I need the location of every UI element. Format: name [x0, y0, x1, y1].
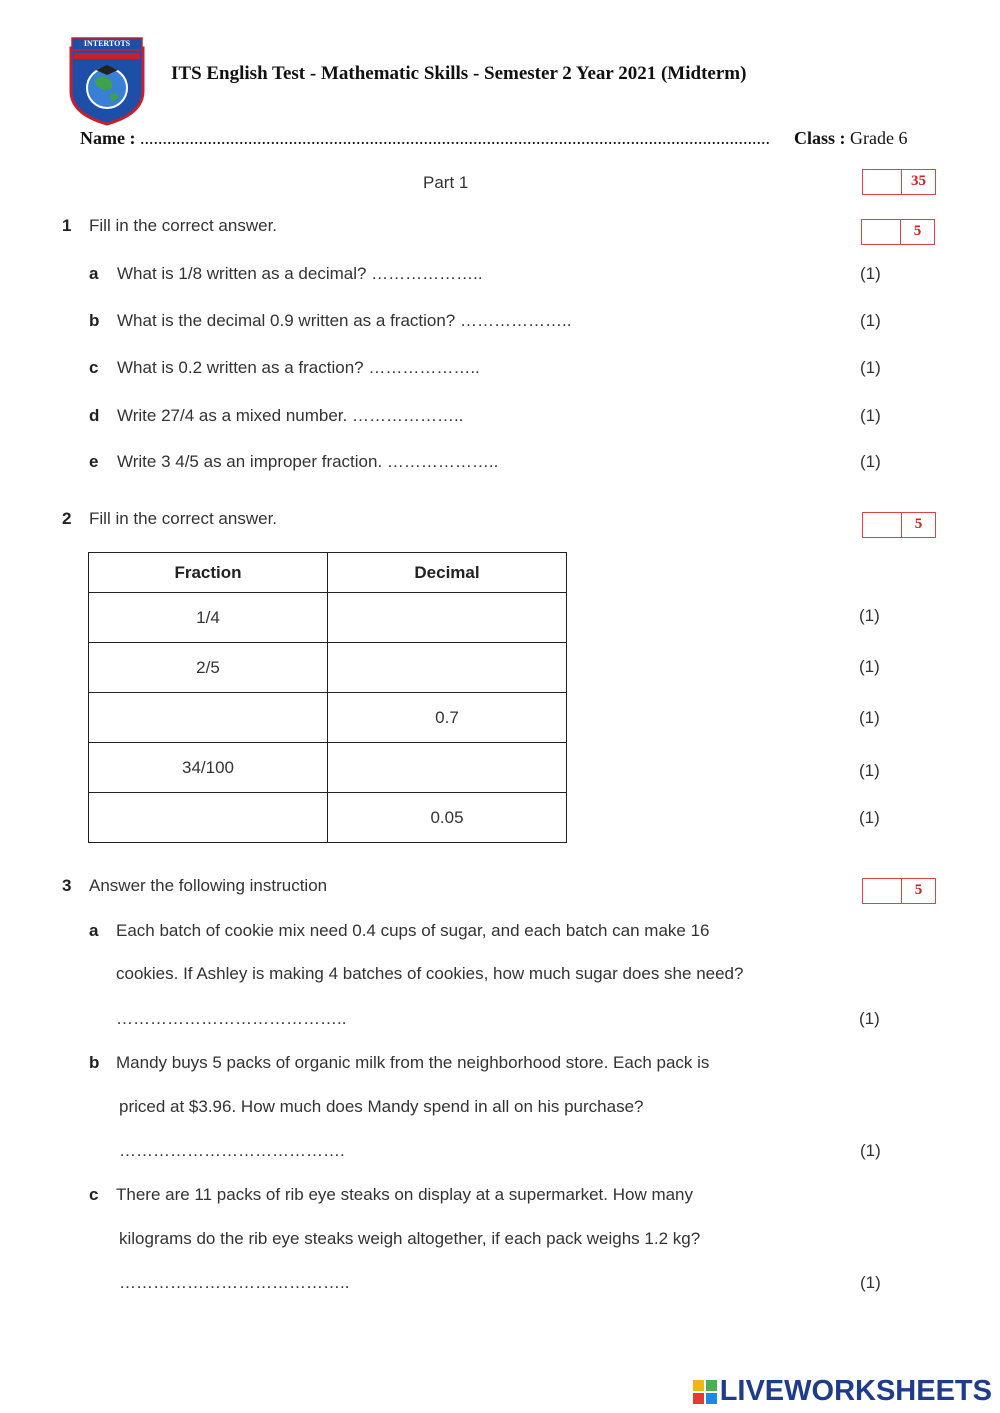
q1-number: 1 [62, 216, 72, 235]
q2-row5-mark: (1) [859, 808, 880, 827]
score-box-q1 [861, 219, 935, 245]
school-logo [68, 36, 146, 126]
name-field[interactable]: ............................................................................................................................................ [139, 128, 770, 148]
q1e-mark: (1) [860, 452, 881, 471]
q3b-letter: b [89, 1053, 100, 1072]
fraction-cell[interactable]: 1/4 [89, 593, 328, 643]
score-max-q2: 5 [914, 516, 923, 532]
score-box-total [862, 169, 936, 195]
liveworksheets-watermark [692, 1375, 992, 1408]
q3b-answer-line[interactable]: …………………………………. [119, 1141, 345, 1160]
q3b-mark: (1) [860, 1141, 881, 1160]
q2-row1-mark: (1) [859, 606, 880, 625]
q1a-letter: a [89, 264, 99, 283]
q3a-answer-line[interactable]: ………………………………….. [116, 1009, 347, 1028]
q1e-text[interactable]: Write 3 4/5 as an improper fraction. ……………….. [117, 452, 499, 471]
page-title: ITS English Test - Mathematic Skills - Semester 2 Year 2021 (Midterm) [171, 63, 747, 84]
q1b-text[interactable]: What is the decimal 0.9 written as a fraction? ……………….. [117, 311, 572, 330]
q3a-letter: a [89, 921, 99, 940]
table-row [89, 793, 567, 843]
q1d-mark: (1) [860, 406, 881, 425]
q3-instruction: Answer the following instruction [89, 876, 328, 895]
name-label: Name : [80, 128, 136, 148]
score-max-q3: 5 [914, 882, 923, 898]
fraction-cell[interactable] [89, 793, 328, 843]
q1b-letter: b [89, 311, 100, 330]
q2-row2-mark: (1) [859, 657, 880, 676]
q3a-line2: cookies. If Ashley is making 4 batches of cookies, how much sugar does she need? [116, 964, 744, 983]
q2-number: 2 [62, 509, 72, 528]
q1d-text[interactable]: Write 27/4 as a mixed number. ……………….. [117, 406, 464, 425]
q1a-text[interactable]: What is 1/8 written as a decimal? ……………….. [117, 264, 483, 283]
q3b-line1: Mandy buys 5 packs of organic milk from the neighborhood store. Each pack is [116, 1053, 710, 1072]
q3b-line2: priced at $3.96. How much does Mandy spend in all on his purchase? [119, 1097, 644, 1116]
score-box-q3 [862, 878, 936, 904]
q1c-text[interactable]: What is 0.2 written as a fraction? ……………….. [117, 358, 480, 377]
score-box-q2 [862, 512, 936, 538]
q2-row4-mark: (1) [859, 761, 880, 780]
q2-row3-mark: (1) [859, 708, 880, 727]
table-row [89, 743, 567, 793]
logo-text: INTERTOTS [83, 39, 131, 48]
q3a-line1: Each batch of cookie mix need 0.4 cups of sugar, and each batch can make 16 [116, 921, 710, 940]
part-label: Part 1 [423, 173, 469, 192]
table-row [89, 593, 567, 643]
q3c-line1: There are 11 packs of rib eye steaks on display at a supermarket. How many [116, 1185, 694, 1204]
score-max-q1: 5 [913, 223, 922, 239]
q3c-answer-line[interactable]: ………………………………….. [119, 1273, 350, 1292]
table-header-row [89, 553, 567, 593]
q1d-letter: d [89, 406, 100, 425]
liveworksheets-logo-icon [692, 1379, 718, 1405]
table-row [89, 643, 567, 693]
liveworksheets-brand: LIVEWORKSHEETS [719, 1375, 992, 1407]
fraction-decimal-table [88, 552, 567, 843]
q1-instruction: Fill in the correct answer. [89, 216, 278, 235]
fraction-cell[interactable]: 2/5 [89, 643, 328, 693]
class-label: Class : [793, 128, 846, 148]
q1c-letter: c [89, 358, 99, 377]
score-input-total[interactable] [863, 170, 902, 194]
score-input-q1[interactable] [862, 220, 901, 244]
fraction-cell[interactable]: 34/100 [89, 743, 328, 793]
decimal-cell[interactable]: 0.7 [328, 693, 567, 743]
class-value: Grade 6 [850, 128, 908, 148]
q3c-letter: c [89, 1185, 99, 1204]
q3c-mark: (1) [860, 1273, 881, 1292]
decimal-cell[interactable] [328, 743, 567, 793]
fraction-cell[interactable] [89, 693, 328, 743]
globe-with-graduation-cap-icon [68, 36, 146, 126]
header-fraction: Fraction [89, 553, 328, 593]
decimal-cell[interactable]: 0.05 [328, 793, 567, 843]
q3c-line2: kilograms do the rib eye steaks weigh altogether, if each pack weighs 1.2 kg? [119, 1229, 701, 1248]
table-row [89, 693, 567, 743]
score-input-q2[interactable] [863, 513, 902, 537]
score-input-q3[interactable] [863, 879, 902, 903]
decimal-cell[interactable] [328, 593, 567, 643]
name-class-line [80, 128, 907, 149]
q1c-mark: (1) [860, 358, 881, 377]
score-max-total: 35 [911, 173, 926, 189]
q1b-mark: (1) [860, 311, 881, 330]
q2-instruction: Fill in the correct answer. [89, 509, 278, 528]
q1e-letter: e [89, 452, 99, 471]
q1a-mark: (1) [860, 264, 881, 283]
q3-number: 3 [62, 876, 72, 895]
q3a-mark: (1) [859, 1009, 880, 1028]
decimal-cell[interactable] [328, 643, 567, 693]
header-decimal: Decimal [328, 553, 567, 593]
